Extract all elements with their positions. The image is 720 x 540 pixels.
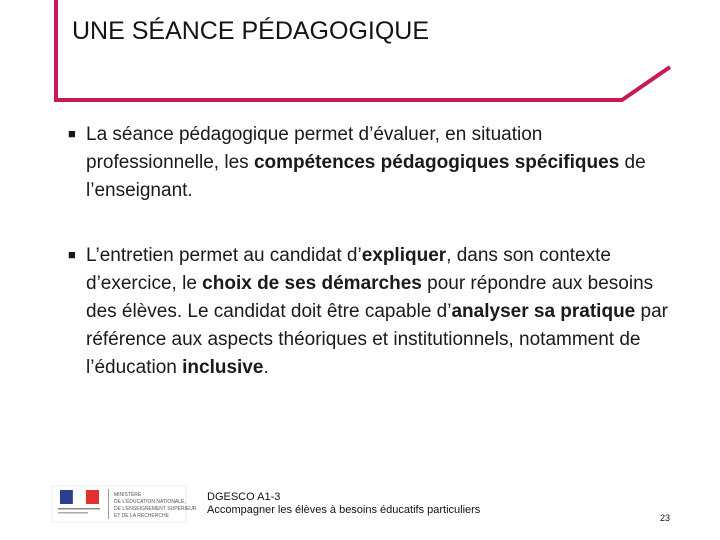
ministry-logo: [52, 486, 197, 522]
svg-text:MINISTÈRE: MINISTÈRE: [114, 492, 142, 498]
footer-text: [207, 491, 480, 517]
svg-text:ET DE LA RECHERCHE: ET DE LA RECHERCHE: [114, 513, 169, 519]
square-bullet-icon: ■: [68, 247, 76, 262]
svg-text:DE L’ENSEIGNEMENT SUPÉRIEUR: DE L’ENSEIGNEMENT SUPÉRIEUR: [114, 506, 197, 512]
footer-line-dgesco: DGESCO A1-3: [207, 491, 281, 503]
square-bullet-icon: ■: [68, 126, 76, 141]
slide-content: [68, 120, 668, 418]
footer-line-title: Accompagner les élèves à besoins éducatifs particuliers: [207, 504, 481, 516]
svg-text:DE L’ÉDUCATION NATIONALE,: DE L’ÉDUCATION NATIONALE,: [114, 499, 186, 505]
bullet-entretien: ■ L’entretien permet au candidat d’expliquer, dans son contexte d’exercice, le choix de ses démarches pour répondre aux besoins des élèves. Le candidat doit être capable d’analyser sa pratique par référence aux aspects théoriques et institutionnels, notamment de l’éducation inclusive.: [68, 241, 668, 382]
page-number: 23: [660, 513, 671, 523]
bullet-evaluation: ■ La séance pédagogique permet d’évaluer, en situation professionnelle, les compétences pédagogiques spécifiques de l’enseignant.: [68, 120, 668, 205]
slide-title: UNE SÉANCE PÉDAGOGIQUE: [72, 17, 430, 45]
title-frame-line: [56, 0, 670, 100]
